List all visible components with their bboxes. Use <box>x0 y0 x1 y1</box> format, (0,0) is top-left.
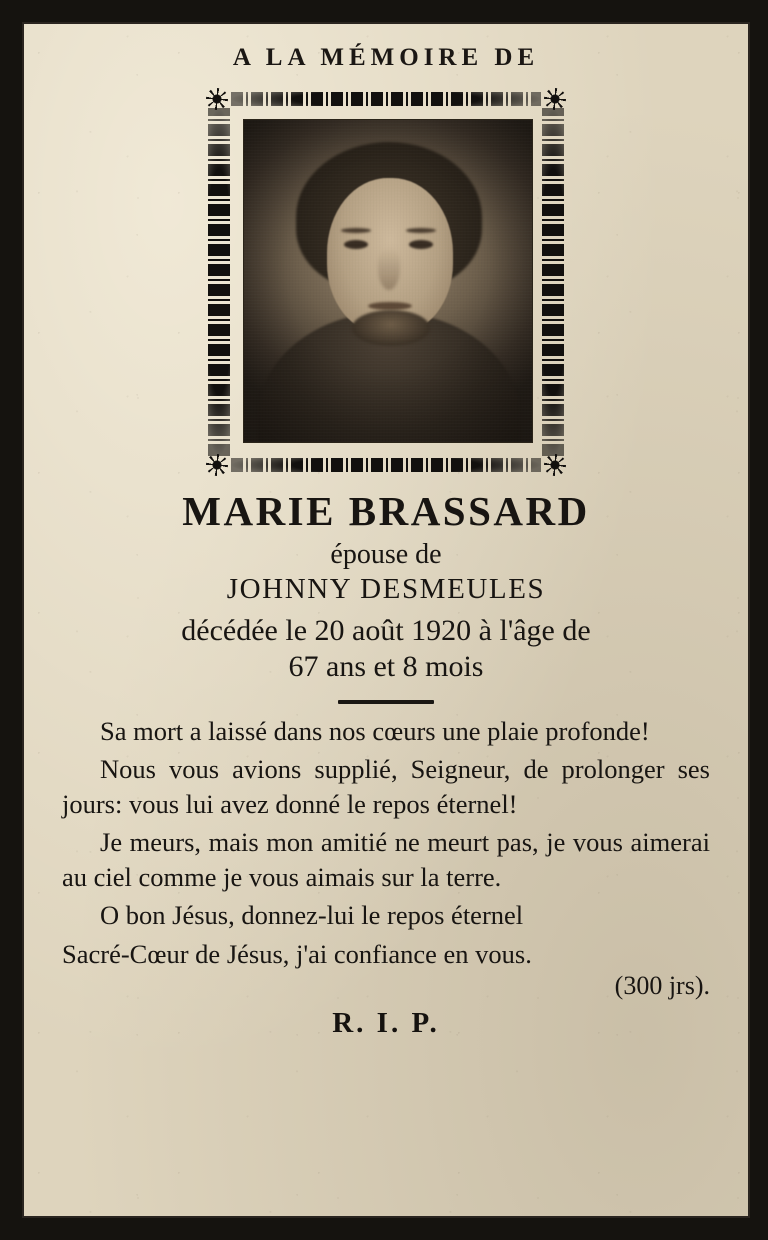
ornament-bar-icon <box>231 458 541 472</box>
rosette-icon <box>544 88 566 110</box>
prayer-paragraph: O bon Jésus, donnez-lui le repos éternel <box>100 900 524 931</box>
memorial-card <box>22 22 750 1218</box>
age-line: 67 ans et 8 mois <box>288 650 484 684</box>
portrait-grain <box>244 120 532 442</box>
prayer-paragraph: Nous vous avions supplié, Seigneur, de prolonger ses jours: vous lui avez donné le repos éternel! <box>62 754 710 819</box>
page-title: A LA MÉMOIRE DE <box>232 44 540 71</box>
prayer-text-block <box>62 714 710 971</box>
ornament-row-bottom <box>206 452 566 478</box>
sacred-heart-line: Sacré-Cœur de Jésus, j'ai confiance en vous. <box>62 938 532 969</box>
portrait-photo <box>244 120 532 442</box>
portrait-frame <box>206 86 566 478</box>
portrait-figure <box>244 120 532 442</box>
rip-inscription: R. I. P. <box>332 1007 440 1040</box>
ornament-row-top <box>206 86 566 112</box>
ornament-bar-icon <box>231 92 541 106</box>
prayer-paragraph: Sa mort a laissé dans nos cœurs une plaie profonde! <box>100 716 650 747</box>
identity-block <box>22 490 750 684</box>
ornament-bar-icon <box>208 108 230 456</box>
spouse-name: JOHNNY DESMEULES <box>226 573 546 606</box>
divider <box>338 700 434 704</box>
rosette-icon <box>544 454 566 476</box>
ornament-bar-icon <box>542 108 564 456</box>
indulgence-row <box>62 971 710 1001</box>
spouse-relation-label: épouse de <box>330 539 442 571</box>
death-date-line: décédée le 20 août 1920 à l'âge de <box>181 614 591 648</box>
rosette-icon <box>206 454 228 476</box>
deceased-name: MARIE BRASSARD <box>182 488 590 534</box>
indulgence-value: (300 jrs). <box>614 971 710 1001</box>
rosette-icon <box>206 88 228 110</box>
prayer-paragraph: Je meurs, mais mon amitié ne meurt pas, je vous aimerai au ciel comme je vous aimais sur la terre. <box>62 827 710 892</box>
